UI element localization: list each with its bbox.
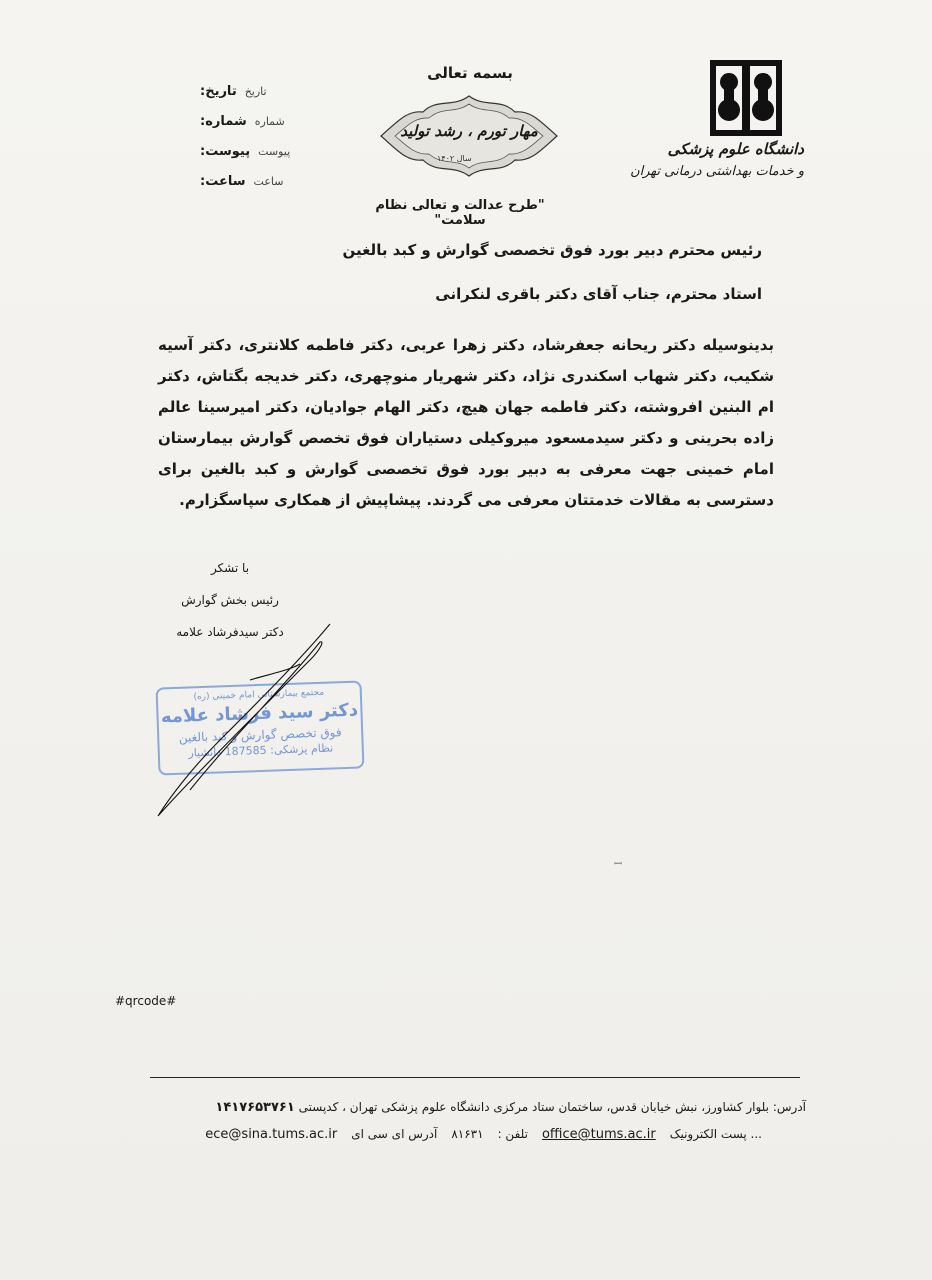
- qrcode-placeholder: #qrcode#: [115, 994, 177, 1008]
- footer-contact: [205, 1127, 762, 1142]
- letter-body: بدینوسیله دکتر ریحانه جعفرشاد، دکتر زهرا عربی، دکتر فاطمه کلانتری، دکتر آسیه شکیب، دکتر شهاب اسکندری نژاد، دکتر شهریار منوچهری، دکتر خدیجه بگتاش، دکتر ام البنین افروشته، دکتر فاطمه جهان هیچ، دکتر الهام جوادیان، دکتر امیرسینا عالم زاده بحرینی و دکتر سیدمسعود میروکیلی دستیاران فوق تخصص گوارش بیمارستان امام خمینی جهت معرفی به دبیر بورد فوق تخصصی گوارش و کبد بالغین برای دسترسی به مقالات خدمتتان معرفی می گردند. پیشاپیش از همکاری سپاسگزارم.: [158, 336, 774, 509]
- closing-text: با تشکر: [210, 561, 250, 575]
- signer-name: دکتر سیدفرشاد علامه: [176, 625, 284, 639]
- postal-code: ۱۴۱۷۶۵۳۷۶۱: [215, 1100, 295, 1115]
- university-name-line2: و خدمات بهداشتی درمانی تهران: [630, 164, 804, 179]
- footer-address: [215, 1100, 806, 1115]
- slogan-cartouche: [375, 92, 563, 180]
- footer-divider: [150, 1077, 800, 1078]
- university-name-line1: دانشگاه علوم پزشکی: [667, 140, 804, 158]
- stamp-line: مجتمع بیمارستانی امام خمینی (ره): [193, 687, 325, 703]
- meta-label: ساعت:: [200, 173, 246, 189]
- handwritten-signature: [150, 620, 350, 820]
- phone-number: ۸۱۶۳۱: [451, 1127, 484, 1141]
- meta-value: پیوست: [258, 144, 291, 158]
- email-label: ... پست الکترونیک: [669, 1127, 762, 1141]
- address-label: آدرس:: [772, 1100, 806, 1114]
- meta-label: شماره:: [200, 113, 247, 129]
- slogan-year: سال ۱۴۰۲: [437, 154, 472, 163]
- meta-date: [200, 76, 300, 106]
- email-link[interactable]: office@tums.ac.ir: [541, 1127, 656, 1142]
- meta-number: [200, 106, 300, 136]
- meta-label: تاریخ:: [200, 83, 237, 99]
- meta-label: پیوست:: [200, 143, 251, 159]
- invocation: بسمه تعالی: [427, 64, 513, 82]
- meta-value: ساعت: [253, 174, 284, 188]
- university-logo: [630, 60, 814, 200]
- plan-title: "طرح عدالت و تعالی نظام سلامت": [375, 198, 545, 228]
- signer-title: رئیس بخش گوارش: [181, 593, 279, 607]
- stamp-line: دکتر سید فرشاد علامه: [160, 699, 359, 728]
- meta-time: [200, 166, 300, 196]
- meta-attachment: [200, 136, 300, 166]
- ece-label: آدرس ای سی ای: [351, 1127, 438, 1141]
- ece-address[interactable]: ece@sina.tums.ac.ir: [205, 1127, 338, 1142]
- faint-mark: ꟷ: [614, 859, 623, 870]
- meta-value: شماره: [254, 114, 285, 128]
- addressee-primary: رئیس محترم دبیر بورد فوق تخصصی گوارش و کبد بالغین: [342, 241, 762, 259]
- meta-value: تاریخ: [244, 84, 267, 98]
- slogan-text: مهار تورم ، رشد تولید: [400, 122, 538, 140]
- address-text: بلوار کشاورز، نبش خیابان قدس، ساختمان ستاد مرکزی دانشگاه علوم پزشکی تهران ، کدپستی: [298, 1100, 769, 1114]
- addressee-secondary: استاد محترم، جناب آقای دکتر باقری لنکرانی: [435, 285, 762, 303]
- tums-emblem-icon: [710, 60, 782, 136]
- stamp-line: فوق تخصص گوارش و کبد بالغین: [178, 725, 342, 745]
- stamp-line: نظام پزشکی: 187585 دانشیار: [188, 741, 334, 760]
- letter-meta: [200, 76, 300, 196]
- phone-label: تلفن :: [497, 1127, 528, 1141]
